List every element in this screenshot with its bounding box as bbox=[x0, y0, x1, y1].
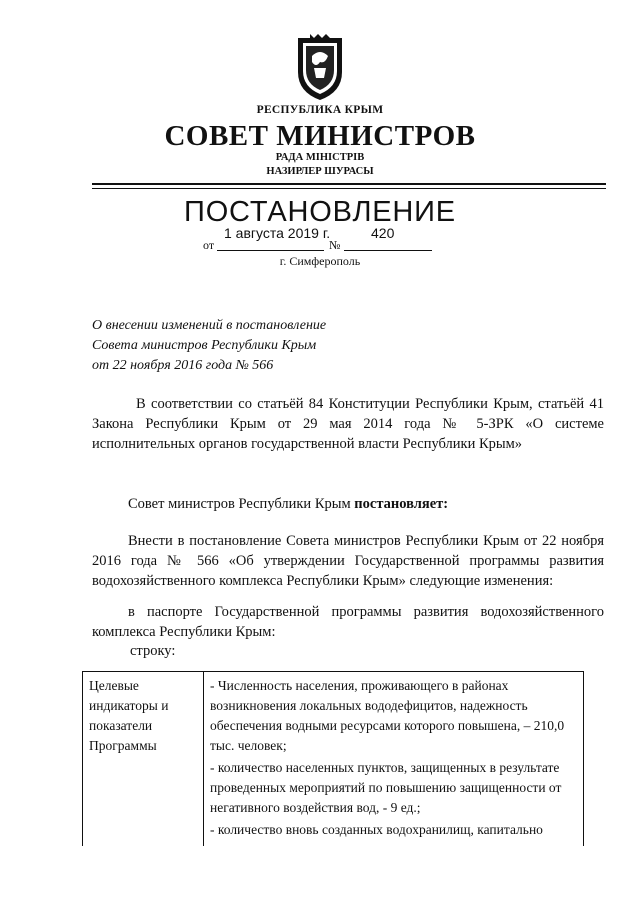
header-divider-thin bbox=[92, 188, 606, 189]
document-type: ПОСТАНОВЛЕНИЕ bbox=[184, 196, 456, 228]
amendment-paragraph: Внести в постановление Совета министров Республики Крым от 22 ноября 2016 года № 566 «Об утверждении Государственной программы развития водохозяйственного комплекса Республики Крым» следующие изменения: bbox=[92, 533, 604, 589]
document-title-line: от 22 ноября 2016 года № 566 bbox=[92, 358, 274, 373]
city-label: г. Симферополь bbox=[279, 254, 361, 268]
indicator-item: - количество населенных пунктов, защищенных в результате проведенных мероприятий по повышению защищенности от негативного воздействия вод, - 9 ед.; bbox=[210, 760, 562, 815]
date-value: 1 августа 2019 г. bbox=[224, 225, 331, 241]
preamble-paragraph: В соответствии со статьёй 84 Конституции Республики Крым, статьёй 41 Закона Республики Крым от 29 мая 2014 года № 5-ЗРК «О системе исполнительных органов государственной власти Республики Крым» bbox=[92, 396, 604, 452]
program-indicators-table bbox=[82, 671, 584, 846]
table-row bbox=[83, 672, 584, 847]
passport-paragraph: в паспорте Государственной программы развития водохозяйственного комплекса Республики Крым: bbox=[92, 604, 604, 640]
resolves-paragraph bbox=[92, 494, 604, 514]
number-value: 420 bbox=[371, 225, 395, 241]
indicator-item: - Численность населения, проживающего в районах возникновения локальных вододефицитов, надежность обеспечения водными ресурсами которого повышена, – 210,0 тыс. человек; bbox=[210, 678, 565, 753]
date-label: от bbox=[203, 238, 215, 252]
council-title-crimean-tatar: НАЗИРЛЕР ШУРАСЫ bbox=[266, 166, 374, 177]
date-underline bbox=[217, 250, 324, 251]
resolves-bold: постановляет: bbox=[354, 496, 449, 512]
resolves-text: Совет министров Республики Крым bbox=[128, 496, 355, 512]
crimea-emblem-icon bbox=[292, 34, 348, 102]
number-label: № bbox=[329, 238, 341, 252]
republic-label: РЕСПУБЛИКА КРЫМ bbox=[256, 104, 384, 116]
council-title: СОВЕТ МИНИСТРОВ bbox=[164, 120, 476, 152]
document-title bbox=[92, 316, 326, 376]
table-left-cell: Целевые индикаторы и показатели Программы bbox=[83, 672, 204, 847]
number-underline bbox=[344, 250, 432, 251]
indicator-item: - количество вновь созданных водохранилищ, капитально bbox=[210, 822, 543, 837]
header-divider-thick bbox=[92, 183, 606, 185]
council-title-ukrainian: РАДА МІНІСТРІВ bbox=[275, 152, 365, 163]
row-label: строку: bbox=[130, 643, 176, 659]
table-right-cell bbox=[204, 672, 584, 847]
document-title-line: О внесении изменений в постановление bbox=[92, 318, 327, 333]
document-title-line: Совета министров Республики Крым bbox=[92, 338, 317, 353]
